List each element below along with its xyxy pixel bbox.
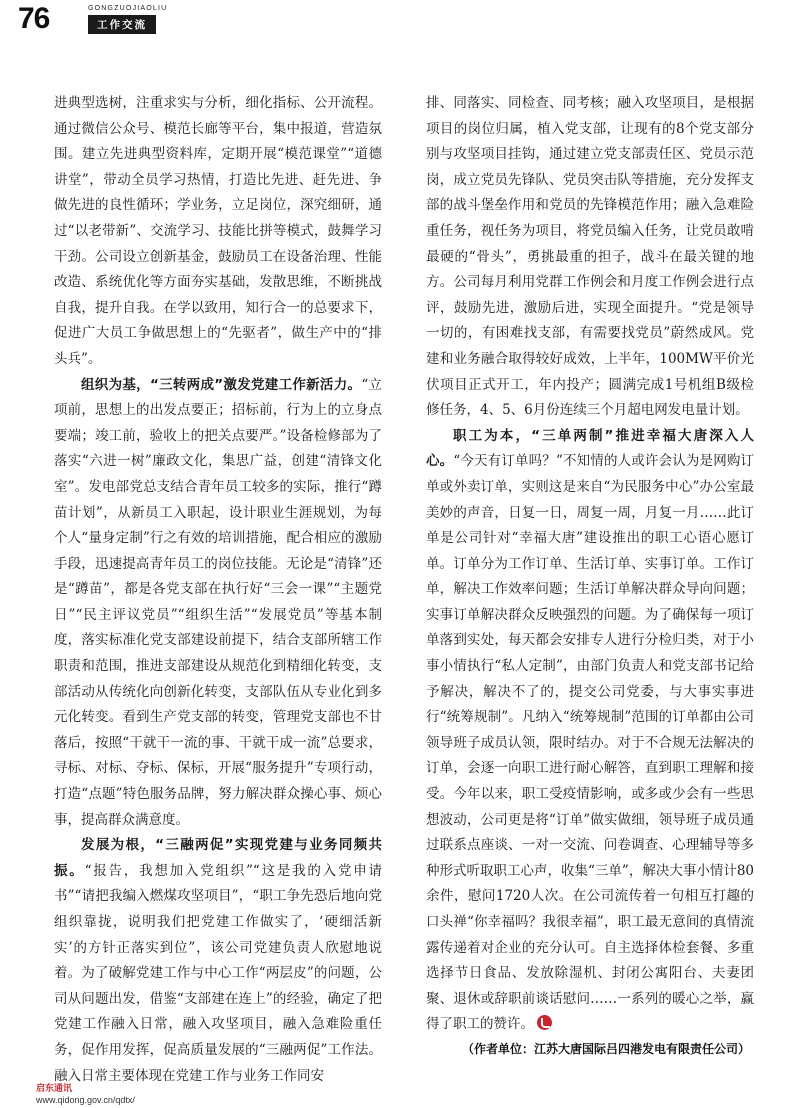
footer-publication: 启东通讯: [36, 1084, 73, 1094]
section-lead-organization: 组织为基，“三转两成”激发党建工作新活力。: [81, 376, 362, 393]
page-header: [0, 0, 800, 40]
paragraph-development: [54, 833, 382, 1089]
column-pinyin: GONGZUOJIAOLIU: [88, 5, 168, 12]
paragraph-continuation: 排、同落实、同检查、同考核；融入攻坚项目，是根据项目的岗位归属，植入党支部，让现有的8个党支部分别与攻坚项目挂钩，通过建立党支部责任区、党员示范岗，成立党员先锋队、党员突击队等措施，充分发挥支部的战斗堡垒作用和党员的先锋模范作用；融入急难险重任务，视任务为项目，将党员编入任务，让党员敢啃最硬的“骨头”，勇挑最重的担子，战斗在最关键的地方。公司每月利用党群工作例会和月度工作例会进行点评，鼓励先进，激励后进，实现全面提升。“党是领导一切的，有困难找支部，有需要找党员”蔚然成风。党建和业务融合取得较好成效，上半年，100MW平价光伏项目正式开工，年内投产；圆满完成1号机组B级检修任务，4、5、6月份连续三个月超电网发电量计划。: [426, 95, 754, 419]
section-lead-development: 发展为根，“三融两促”实现党建与业务同频共振。: [54, 837, 382, 879]
author-affiliation: （作者单位：江苏大唐国际吕四港发电有限责任公司）: [461, 1042, 750, 1056]
page-number: 76: [18, 2, 50, 35]
article-right-column: [426, 91, 754, 1038]
paragraph-body: “今天有订单吗？”不知情的人或许会认为是网购订单或外卖订单，实则这是来自“为民服务中心”办公室最美妙的声音，日复一日，周复一周，月复一月……此订单是公司针对“幸福大唐”建设推出的职工心语心愿订单。订单分为工作订单、生活订单、实事订单。工作订单，解决工作效率问题；生活订单解决群众导向问题；实事订单解决群众反映强烈的问题。为了确保每一项订单落到实处，每天都会安排专人进行分检归类，对于小事小情执行“私人定制”，由部门负责人和党支部书记给予解决，解决不了的，提交公司党委，与大事实事进行“统筹规制”。凡纳入“统筹规制”范围的订单都由公司领导班子成员认领，限时结办。对于不合规无法解决的订单，会逐一向职工进行耐心解答，直到职工理解和接受。今年以来，职工受疫情影响，或多或少会有一些思想波动，公司更是将“订单”做实做细，领导班子成员通过联系点座谈、一对一交流、问卷调查、心理辅导等多种形式听取职工心声，收集“三单”，解决大事小情计80余件，慰问1720人次。在公司流传着一句相互打趣的口头禅“你幸福吗？我很幸福”，职工最无意间的真情流露传递着对企业的充分认可。自主选择体检套餐、多重选择节日食品、发放除湿机、封闭公寓阳台、夫妻团聚、退休或辞职前谈话慰问……一系列的暖心之举，赢得了职工的赞许。: [426, 453, 754, 1033]
paragraph-continuation: 进典型选树，注重求实与分析，细化指标、公开流程。通过微信公众号、模范长廊等平台，集中报道，营造氛围。建立先进典型资料库，定期开展“模范课堂”“道德讲堂”，带动全员学习热情，打造比先进、赶先进、争做先进的良性循环；学业务，立足岗位，深究细研，通过“以老带新”、交流学习、技能比拼等模式，鼓舞学习干劲。公司设立创新基金，鼓励员工在设备治理、性能改造、系统优化等方面夯实基础，发散思维，不断挑战自我，提升自我。在学以致用，知行合一的总要求下，促进广大员工争做思想上的“先驱者”，做生产中的“排头兵”。: [54, 95, 382, 367]
footer-url[interactable]: www.qidong.gov.cn/qdtx/: [36, 1095, 135, 1105]
section-lead-employees: 职工为本，“三单两制”推进幸福大唐深入人心。: [426, 427, 754, 470]
column-title: 工作交流: [88, 15, 156, 34]
end-mark-icon: [537, 1015, 552, 1030]
paragraph-body: “立项前，思想上的出发点要正；招标前，行为上的立身点要端；竣工前，验收上的把关点要严。”设备检修部为了落实“六进一树”廉政文化，集思广益，创建“清锋文化室”。发电部党总支结合青年员工较多的实际，推行“蹲苗计划”，从新员工入职起，设计职业生涯规划，为每个人“量身定制”行之有效的培训措施，配合相应的激励手段，迅速提高青年员工的岗位技能。无论是“清锋”还是“蹲苗”，都是各党支部在执行好“三会一课”“主题党日”“民主评议党员”“组织生活”“发展党员”等基本制度，落实标准化党支部建设前提下，结合支部所辖工作职责和范围，推进支部建设从规范化到精细化转变，支部活动从传统化向创新化转变，支部队伍从专业化到多元化转变。看到生产党支部的转变，管理党支部也不甘落后，按照“干就干一流的事、干就干成一流”总要求，寻标、对标、夺标、保标，开展“服务提升”专项行动，打造“点题”特色服务品牌，努力解决群众操心事、烦心事，提高群众满意度。: [54, 376, 383, 828]
page-footer: [36, 1081, 135, 1105]
paragraph-organization: [54, 373, 382, 834]
paragraph-body: “报告，我想加入党组织”“这是我的入党申请书”“请把我编入燃煤攻坚项目”，“职工争先恐后地向党组织靠拢，说明我们把党建工作做实了，‘硬细活新实’的方针正落实到位”，该公司党建负责人欣慰地说着。为了破解党建工作与中心工作“两层皮”的问题，公司从问题出发，借鉴“支部建在连上”的经验，确定了把党建工作融入日常，融入攻坚项目，融入急难险重任务，促作用发挥，促高质量发展的“三融两促”工作法。融入日常主要体现在党建工作与业务工作同安: [54, 862, 382, 1084]
article-left-column: [54, 91, 382, 1089]
paragraph-employees: [426, 424, 754, 1038]
